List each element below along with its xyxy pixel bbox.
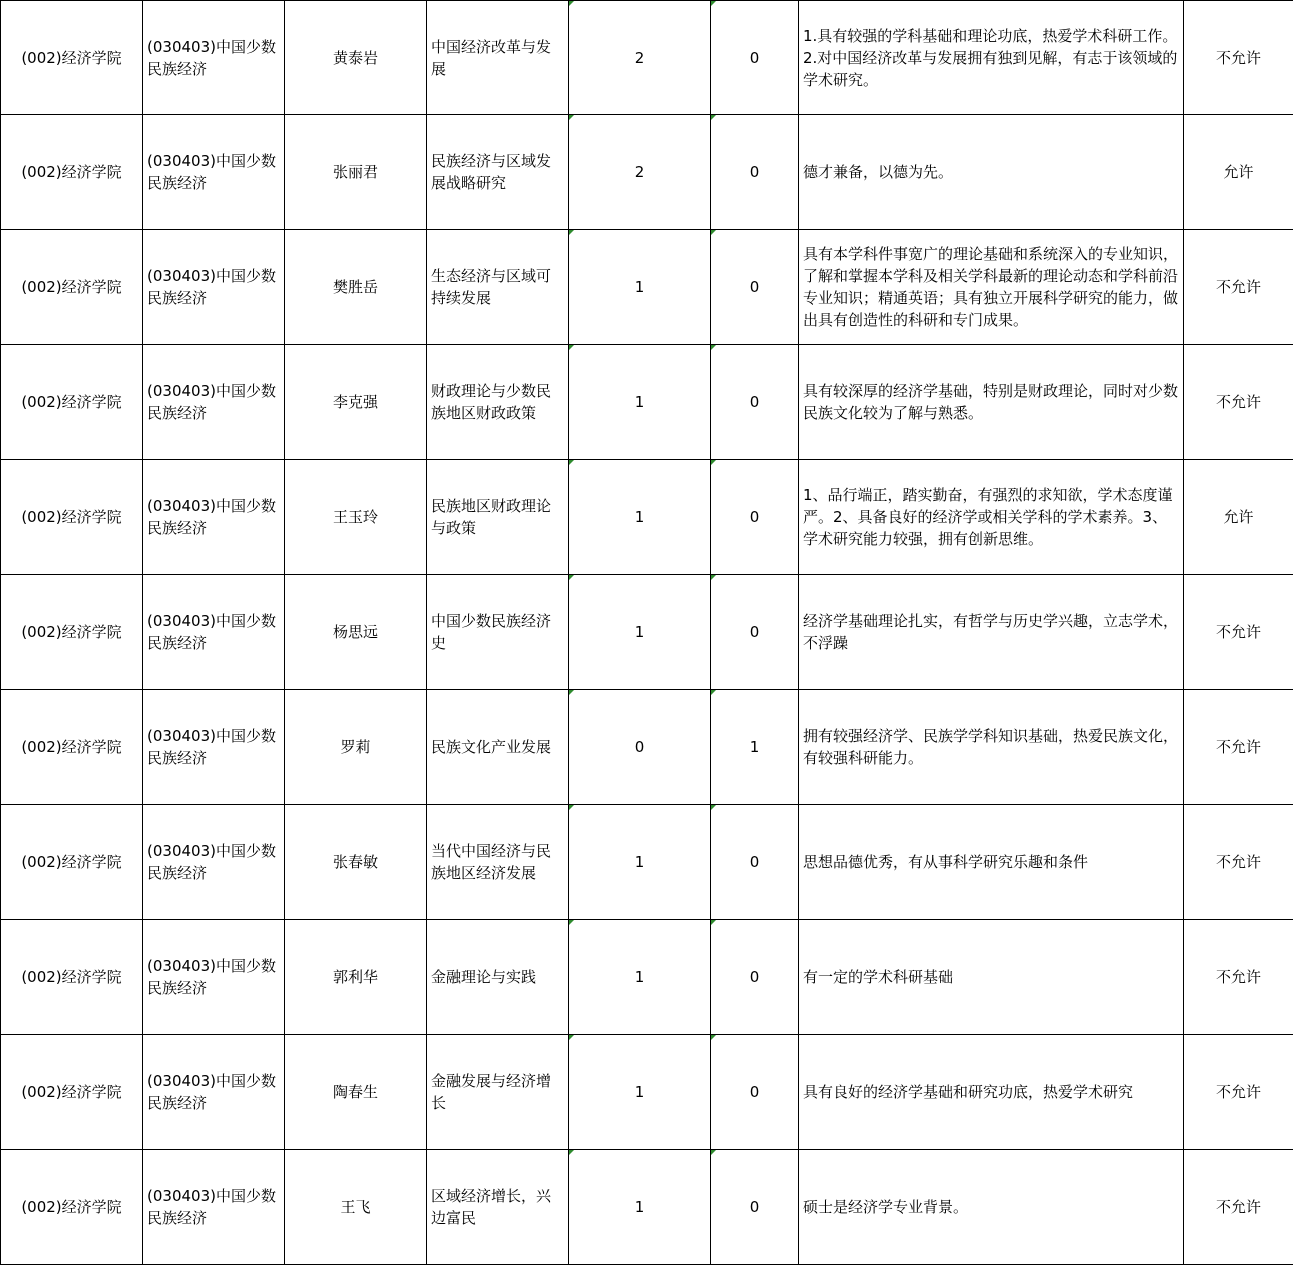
- permission-cell: 不允许: [1184, 920, 1293, 1035]
- advisor-cell: 杨思远: [285, 575, 427, 690]
- table-row: [1, 115, 1293, 230]
- requirement-cell: 德才兼备，以德为先。: [799, 115, 1184, 230]
- permission-cell: 不允许: [1184, 345, 1293, 460]
- college-cell: (002)经济学院: [1, 805, 143, 920]
- quota-a-cell: 2: [569, 115, 711, 230]
- quota-b-cell: 0: [711, 1, 799, 115]
- major-cell: (030403)中国少数民族经济: [143, 1035, 285, 1150]
- table-row: [1, 1150, 1293, 1265]
- permission-cell: 不允许: [1184, 690, 1293, 805]
- major-cell: (030403)中国少数民族经济: [143, 345, 285, 460]
- direction-cell: 金融发展与经济增长: [427, 1035, 569, 1150]
- permission-cell: 允许: [1184, 115, 1293, 230]
- requirement-cell: 有一定的学术科研基础: [799, 920, 1184, 1035]
- permission-cell: 允许: [1184, 460, 1293, 575]
- direction-cell: 当代中国经济与民族地区经济发展: [427, 805, 569, 920]
- quota-a-cell: 1: [569, 805, 711, 920]
- requirement-cell: 思想品德优秀，有从事科学研究乐趣和条件: [799, 805, 1184, 920]
- requirement-cell: 具有本学科件事宽广的理论基础和系统深入的专业知识，了解和掌握本学科及相关学科最新的理论动态和学科前沿专业知识；精通英语；具有独立开展科学研究的能力，做出具有创造性的科研和专门成果。: [799, 230, 1184, 345]
- major-cell: (030403)中国少数民族经济: [143, 690, 285, 805]
- direction-cell: 民族地区财政理论与政策: [427, 460, 569, 575]
- major-cell: (030403)中国少数民族经济: [143, 115, 285, 230]
- major-cell: (030403)中国少数民族经济: [143, 575, 285, 690]
- advisor-cell: 黄泰岩: [285, 1, 427, 115]
- quota-b-cell: 0: [711, 920, 799, 1035]
- quota-b-cell: 0: [711, 1035, 799, 1150]
- quota-a-cell: 1: [569, 345, 711, 460]
- table-row: [1, 1, 1293, 115]
- direction-cell: 中国经济改革与发展: [427, 1, 569, 115]
- table-row: [1, 805, 1293, 920]
- quota-b-cell: 0: [711, 805, 799, 920]
- college-cell: (002)经济学院: [1, 1150, 143, 1265]
- direction-cell: 民族经济与区域发展战略研究: [427, 115, 569, 230]
- quota-a-cell: 0: [569, 690, 711, 805]
- advisor-cell: 张丽君: [285, 115, 427, 230]
- table-body: [1, 1, 1293, 1265]
- requirement-cell: 1.具有较强的学科基础和理论功底，热爱学术科研工作。 2.对中国经济改革与发展拥有独到见解，有志于该领域的学术研究。: [799, 1, 1184, 115]
- quota-b-cell: 0: [711, 345, 799, 460]
- requirement-cell: 经济学基础理论扎实，有哲学与历史学兴趣，立志学术，不浮躁: [799, 575, 1184, 690]
- requirement-cell: 1、品行端正，踏实勤奋，有强烈的求知欲，学术态度谨严。2、具备良好的经济学或相关学科的学术素养。3、学术研究能力较强，拥有创新思维。: [799, 460, 1184, 575]
- major-cell: (030403)中国少数民族经济: [143, 460, 285, 575]
- advisor-cell: 李克强: [285, 345, 427, 460]
- quota-b-cell: 0: [711, 575, 799, 690]
- requirement-cell: 拥有较强经济学、民族学学科知识基础，热爱民族文化，有较强科研能力。: [799, 690, 1184, 805]
- requirement-cell: 具有较深厚的经济学基础，特别是财政理论，同时对少数民族文化较为了解与熟悉。: [799, 345, 1184, 460]
- advisor-cell: 王玉玲: [285, 460, 427, 575]
- college-cell: (002)经济学院: [1, 575, 143, 690]
- table-row: [1, 460, 1293, 575]
- table-row: [1, 575, 1293, 690]
- major-cell: (030403)中国少数民族经济: [143, 1150, 285, 1265]
- direction-cell: 生态经济与区域可持续发展: [427, 230, 569, 345]
- direction-cell: 民族文化产业发展: [427, 690, 569, 805]
- table-row: [1, 345, 1293, 460]
- quota-b-cell: 0: [711, 115, 799, 230]
- permission-cell: 不允许: [1184, 575, 1293, 690]
- quota-a-cell: 1: [569, 1150, 711, 1265]
- quota-a-cell: 1: [569, 460, 711, 575]
- requirement-cell: 具有良好的经济学基础和研究功底，热爱学术研究: [799, 1035, 1184, 1150]
- direction-cell: 中国少数民族经济史: [427, 575, 569, 690]
- permission-cell: 不允许: [1184, 1, 1293, 115]
- major-cell: (030403)中国少数民族经济: [143, 1, 285, 115]
- quota-b-cell: 0: [711, 230, 799, 345]
- major-cell: (030403)中国少数民族经济: [143, 920, 285, 1035]
- advisor-cell: 罗莉: [285, 690, 427, 805]
- direction-cell: 金融理论与实践: [427, 920, 569, 1035]
- college-cell: (002)经济学院: [1, 230, 143, 345]
- major-cell: (030403)中国少数民族经济: [143, 805, 285, 920]
- advisor-cell: 陶春生: [285, 1035, 427, 1150]
- major-cell: (030403)中国少数民族经济: [143, 230, 285, 345]
- direction-cell: 区域经济增长，兴边富民: [427, 1150, 569, 1265]
- quota-a-cell: 1: [569, 1035, 711, 1150]
- college-cell: (002)经济学院: [1, 1035, 143, 1150]
- permission-cell: 不允许: [1184, 1035, 1293, 1150]
- college-cell: (002)经济学院: [1, 460, 143, 575]
- advisor-cell: 樊胜岳: [285, 230, 427, 345]
- college-cell: (002)经济学院: [1, 345, 143, 460]
- quota-b-cell: 0: [711, 460, 799, 575]
- quota-a-cell: 1: [569, 575, 711, 690]
- table-row: [1, 230, 1293, 345]
- quota-a-cell: 2: [569, 1, 711, 115]
- permission-cell: 不允许: [1184, 230, 1293, 345]
- quota-b-cell: 0: [711, 1150, 799, 1265]
- permission-cell: 不允许: [1184, 805, 1293, 920]
- table-row: [1, 920, 1293, 1035]
- quota-a-cell: 1: [569, 230, 711, 345]
- quota-a-cell: 1: [569, 920, 711, 1035]
- college-cell: (002)经济学院: [1, 115, 143, 230]
- table-row: [1, 690, 1293, 805]
- permission-cell: 不允许: [1184, 1150, 1293, 1265]
- table-row: [1, 1035, 1293, 1150]
- advisor-cell: 郭利华: [285, 920, 427, 1035]
- college-cell: (002)经济学院: [1, 690, 143, 805]
- quota-b-cell: 1: [711, 690, 799, 805]
- college-cell: (002)经济学院: [1, 1, 143, 115]
- advisor-cell: 王飞: [285, 1150, 427, 1265]
- college-cell: (002)经济学院: [1, 920, 143, 1035]
- requirement-cell: 硕士是经济学专业背景。: [799, 1150, 1184, 1265]
- direction-cell: 财政理论与少数民族地区财政政策: [427, 345, 569, 460]
- advisor-cell: 张春敏: [285, 805, 427, 920]
